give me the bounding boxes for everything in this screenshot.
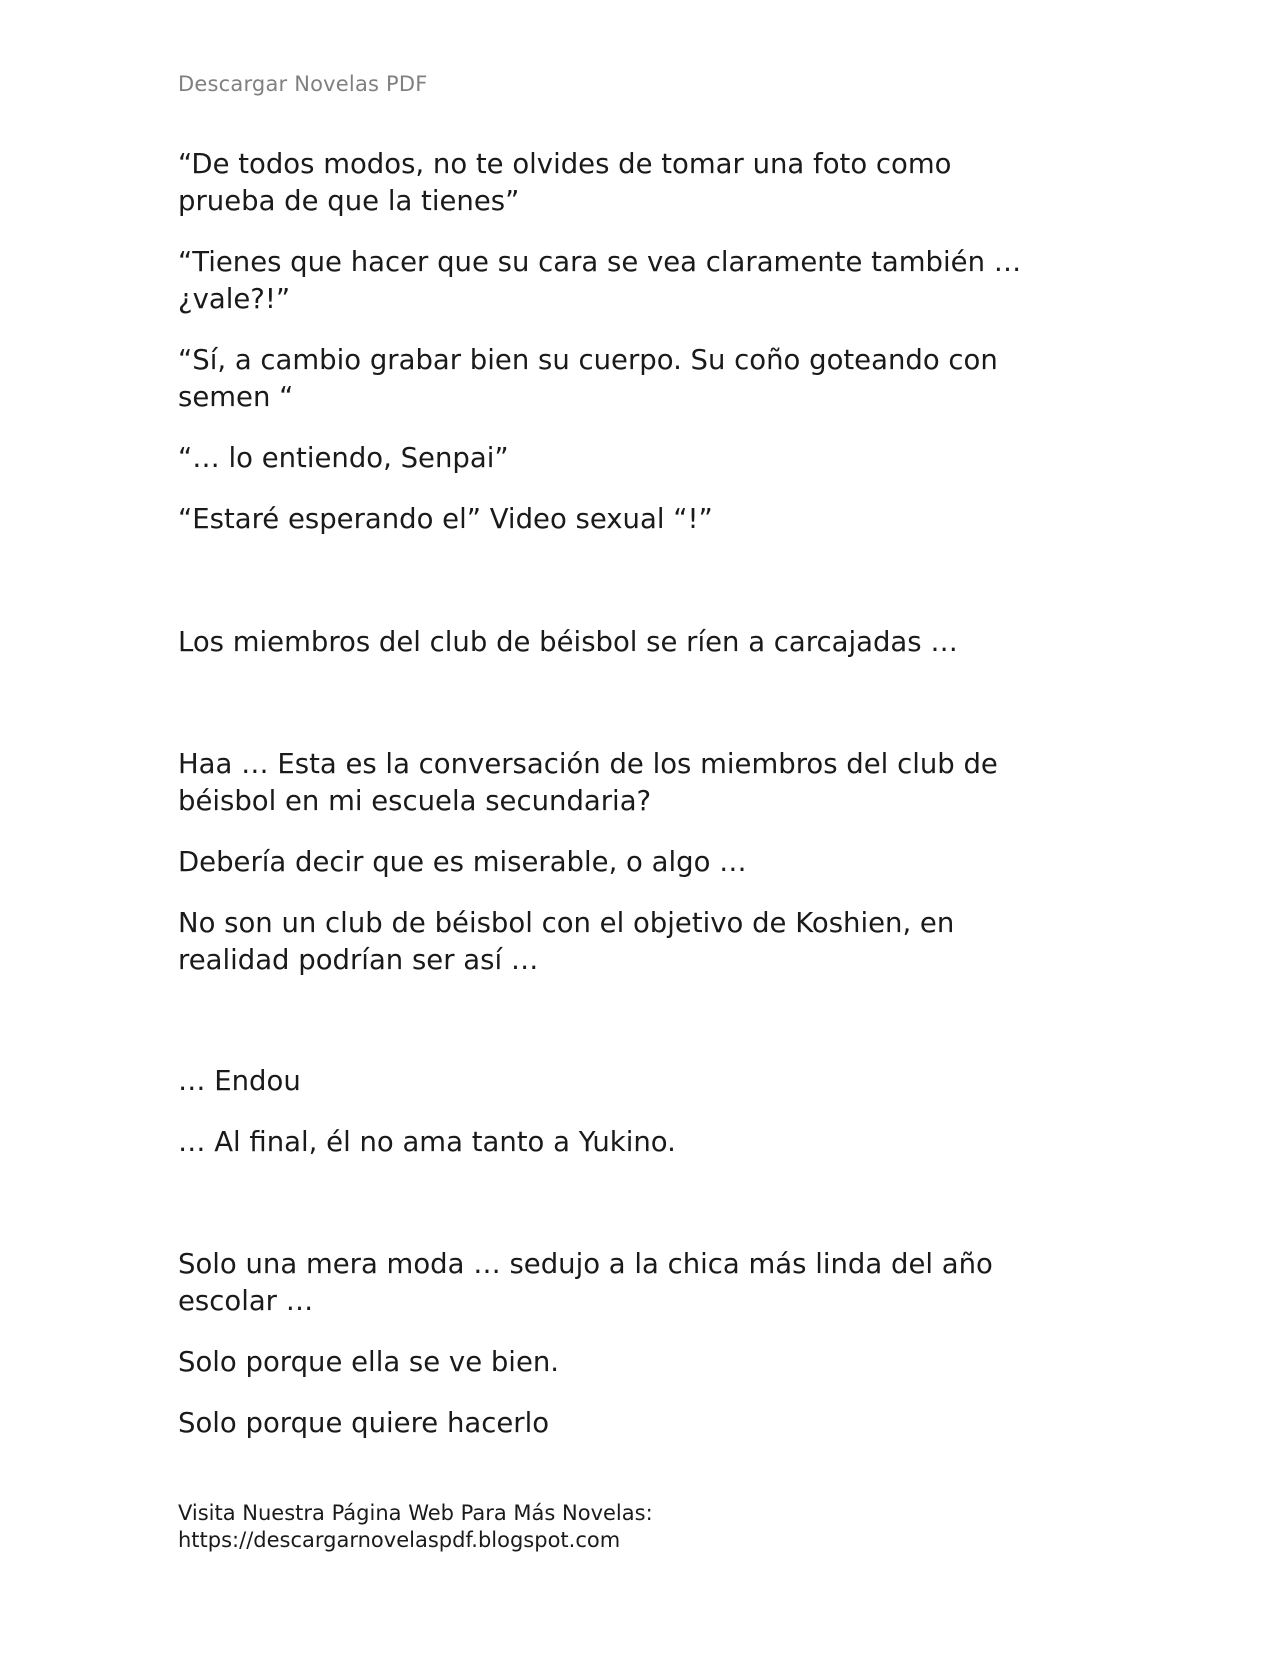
paragraph-line: ¿vale?!” [178,283,291,315]
paragraph-line: … Al final, él no ama tanto a Yukino. [178,1126,676,1158]
paragraph-10 [178,1063,1098,1100]
paragraph-line: “Tienes que hacer que su cara se vea claramente también … [178,246,1022,278]
paragraph-13 [178,1344,1098,1381]
paragraph-line: Solo una mera moda … sedujo a la chica más linda del año [178,1248,993,1280]
footer-website-url: https://descargarnovelaspdf.blogspot.com [178,1528,621,1552]
paragraph-12 [178,1246,1098,1320]
paragraph-line: Solo porque ella se ve bien. [178,1346,560,1378]
paragraph-line: semen “ [178,381,294,413]
paragraph-line: Debería decir que es miserable, o algo … [178,846,747,878]
footer-promo-text: Visita Nuestra Página Web Para Más Novelas: [178,1501,653,1525]
paragraph-14 [178,1405,1098,1442]
paragraph-line: “Estaré esperando el” Video sexual “!” [178,503,713,535]
paragraph-line: “… lo entiendo, Senpai” [178,442,509,474]
paragraph-9 [178,905,1098,979]
paragraph-line: Los miembros del club de béisbol se ríen a carcajadas … [178,626,958,658]
paragraph-11 [178,1124,1098,1161]
paragraph-line: “Sí, a cambio grabar bien su cuerpo. Su coño goteando con [178,344,998,376]
paragraph-line: Haa … Esta es la conversación de los miembros del club de [178,748,998,780]
paragraph-1 [178,146,1098,220]
paragraph-line: “De todos modos, no te olvides de tomar una foto como [178,148,952,180]
paragraph-line: realidad podrían ser así … [178,944,539,976]
paragraph-line: béisbol en mi escuela secundaria? [178,785,652,817]
paragraph-line: No son un club de béisbol con el objetivo de Koshien, en [178,907,955,939]
page-header: Descargar Novelas PDF [178,72,428,96]
paragraph-6 [178,624,1098,661]
paragraph-line: escolar … [178,1285,314,1317]
paragraph-line: … Endou [178,1065,301,1097]
paragraph-5 [178,501,1098,538]
paragraph-8 [178,844,1098,881]
paragraph-line: prueba de que la tienes” [178,185,520,217]
paragraph-line: Solo porque quiere hacerlo [178,1407,550,1439]
page-footer [178,1500,653,1554]
paragraph-2 [178,244,1098,318]
paragraph-3 [178,342,1098,416]
paragraph-7 [178,746,1098,820]
paragraph-4 [178,440,1098,477]
